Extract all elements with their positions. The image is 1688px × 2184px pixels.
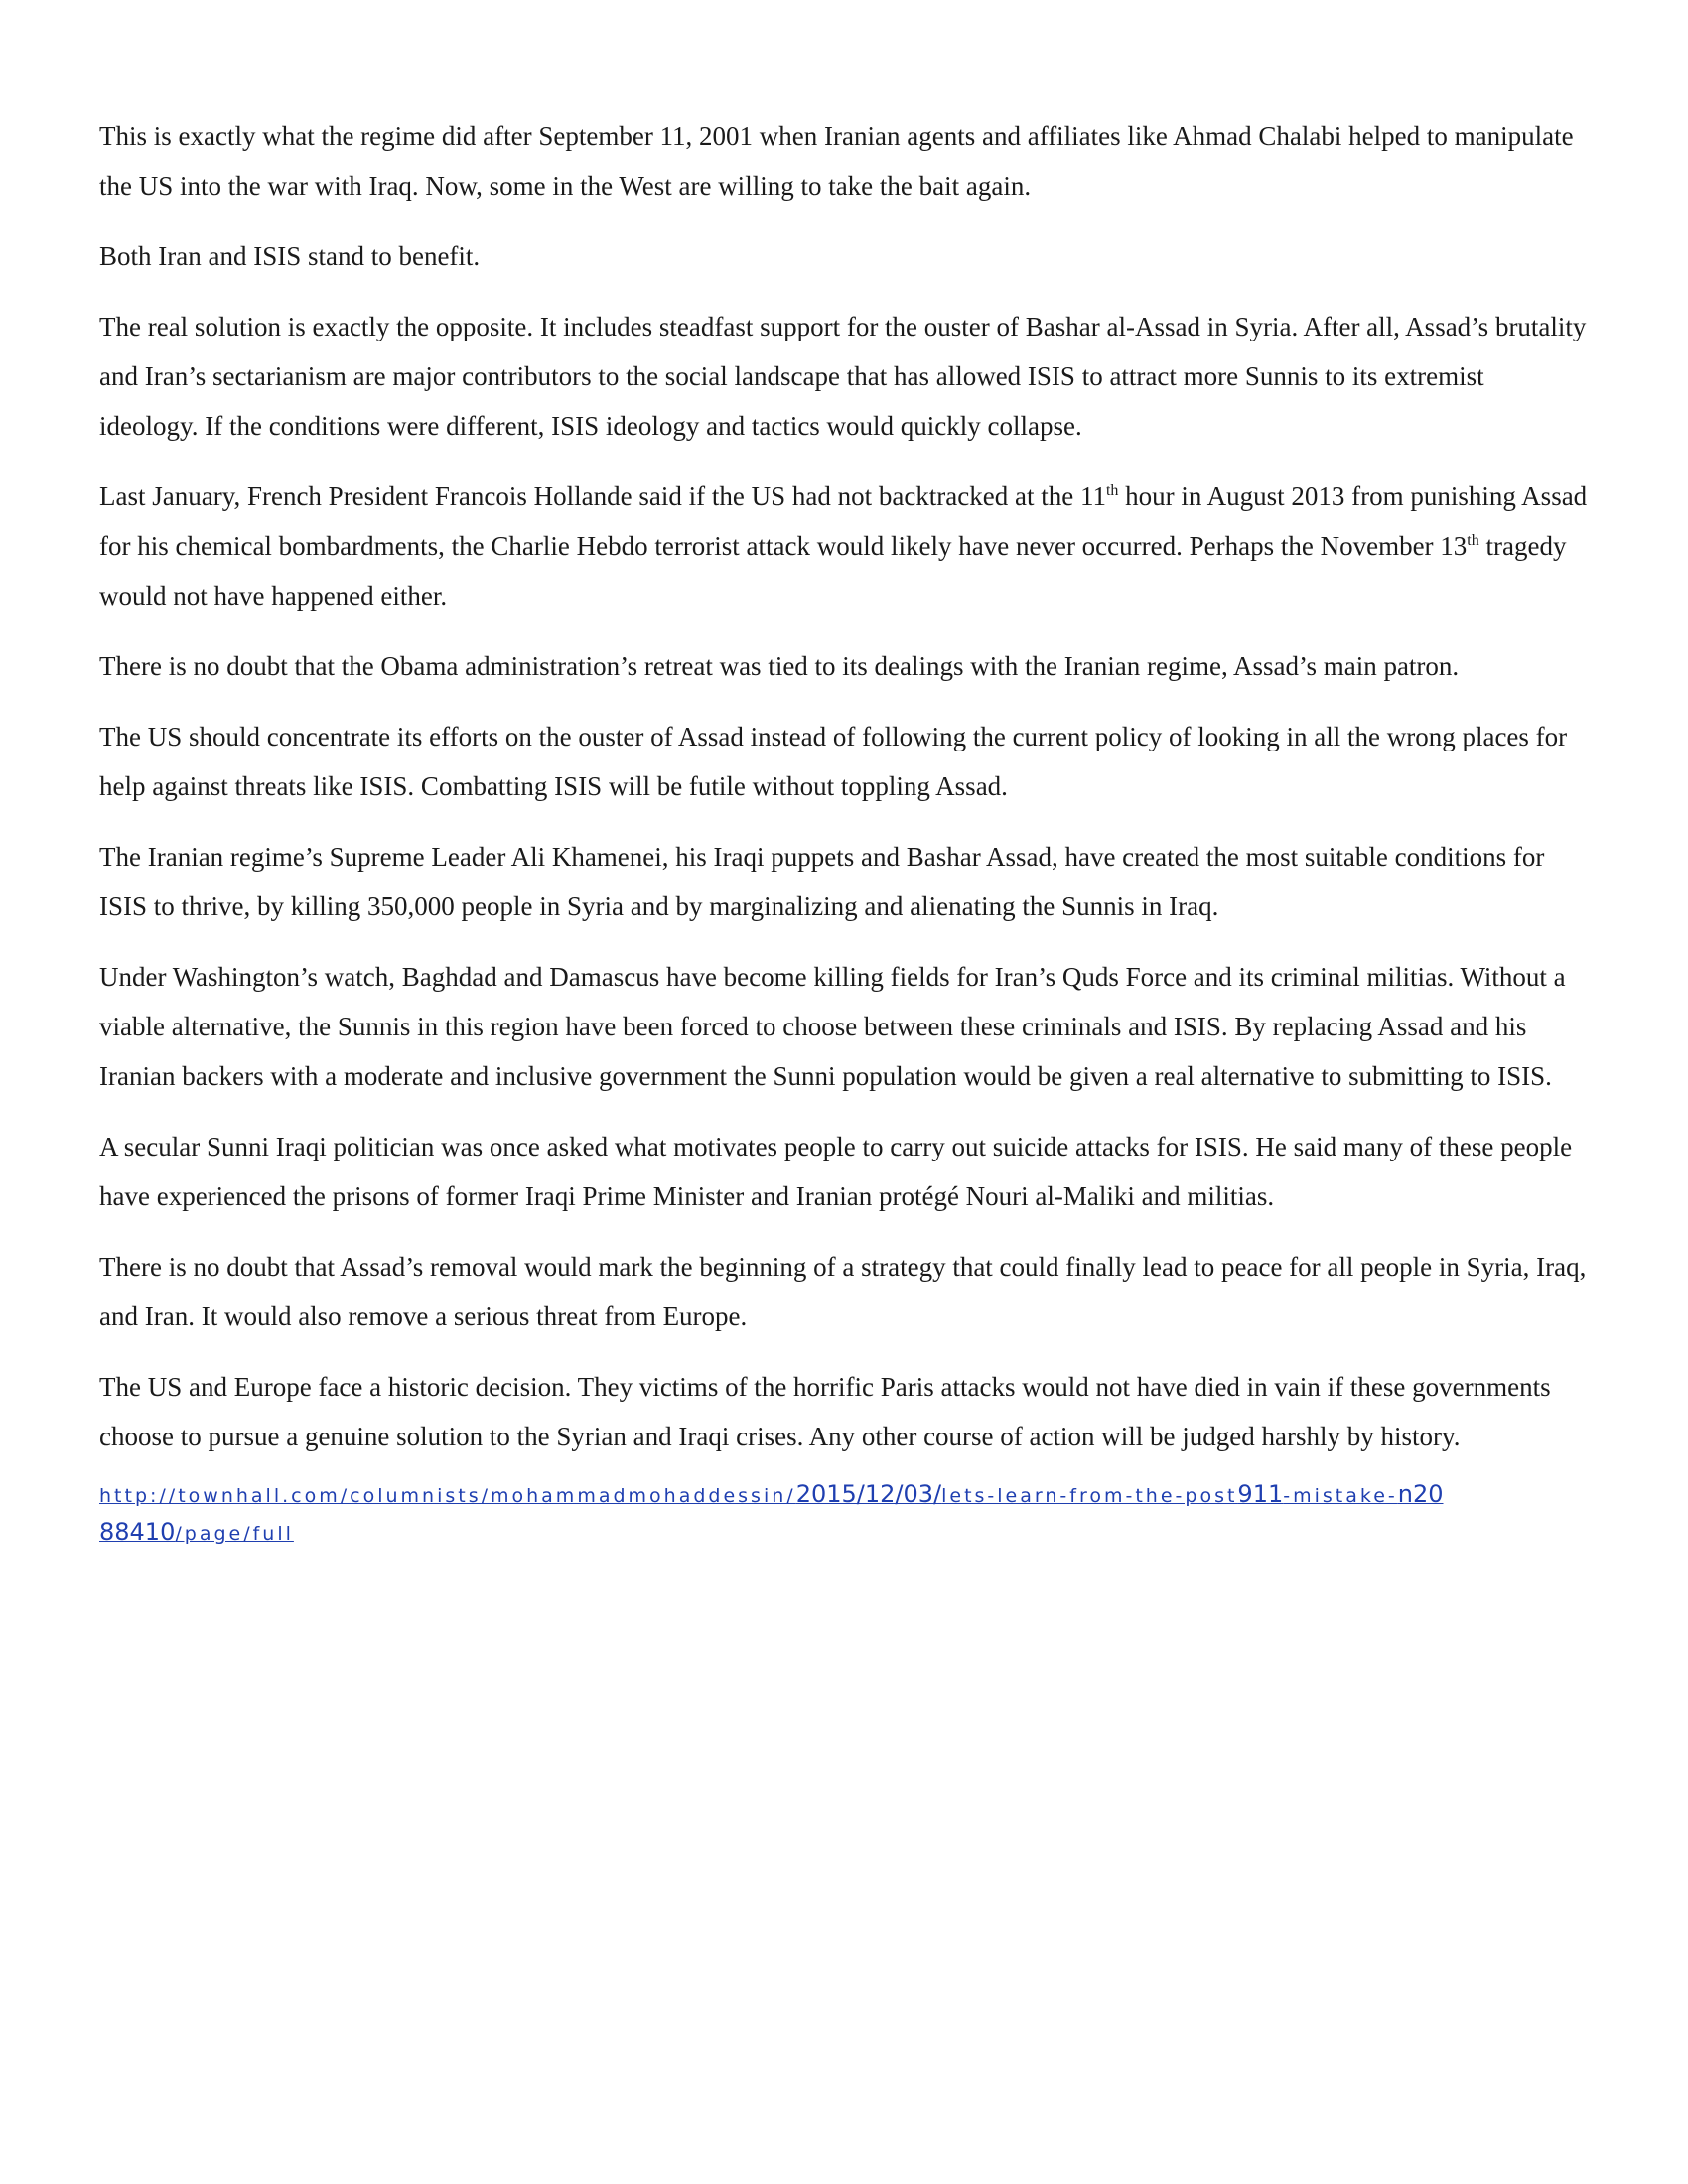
paragraph-8: Under Washington’s watch, Baghdad and Damascus have become killing fields for Iran’s Quds Force and its criminal militias. Without a viable alternative, the Sunnis in this region have been forced to choose between these criminals and ISIS. By replacing Assad and his Iranian backers with a moderate and inclusive government the Sunni population would be given a real alternative to submitting to ISIS. <box>99 962 1566 1091</box>
ordinal-suffix: th <box>1105 482 1119 499</box>
paragraph-4 <box>99 472 1589 620</box>
paragraph-1: This is exactly what the regime did after September 11, 2001 when Iranian agents and affiliates like Ahmad Chalabi helped to manipulate the US into the war with Iraq. Now, some in the West are willing to take the bait again. <box>99 121 1574 201</box>
paragraph-6: The US should concentrate its efforts on the ouster of Assad instead of following the current policy of looking in all the wrong places for help against threats like ISIS. Combatting ISIS will be futile without toppling Assad. <box>99 722 1568 801</box>
paragraph-3: The real solution is exactly the opposite. It includes steadfast support for the ouster of Bashar al-Assad in Syria. After all, Assad’s brutality and Iran’s sectarianism are major contributors to the social landscape that has allowed ISIS to attract more Sunnis to its extremist ideology. If the conditions were different, ISIS ideology and tactics would quickly collapse. <box>99 312 1587 441</box>
paragraph-5: There is no doubt that the Obama administration’s retreat was tied to its dealings with the Iranian regime, Assad’s main patron. <box>99 651 1460 681</box>
paragraph-10: There is no doubt that Assad’s removal would mark the beginning of a strategy that could finally lead to peace for all people in Syria, Iraq, and Iran. It would also remove a serious threat from Europe. <box>99 1252 1587 1331</box>
ordinal-suffix: th <box>1467 532 1479 549</box>
paragraph-7: The Iranian regime’s Supreme Leader Ali Khamenei, his Iraqi puppets and Bashar Assad, have created the most suitable conditions for ISIS to thrive, by killing 350,000 people in Syria and by marginalizing and alienating the Sunnis in Iraq. <box>99 842 1545 921</box>
paragraph-4-part-1: Last January, French President Francois Hollande said if the US had not backtracked at the 11 <box>99 481 1106 511</box>
source-link-part: http://townhall.com/columnists/mohammadmohaddessin/ <box>99 1485 796 1507</box>
paragraph-9: A secular Sunni Iraqi politician was once asked what motivates people to carry out suicide attacks for ISIS. He said many of these people have experienced the prisons of former Iraqi Prime Minister and Iranian protégé Nouri al-Maliki and militias. <box>99 1132 1573 1211</box>
source-link-part: /page/full <box>175 1523 294 1545</box>
paragraph-4-part-3: tragedy would not have happened either. <box>99 531 1567 611</box>
source-link-part: n2088410 <box>99 1480 1444 1546</box>
source-link-part: lets-learn-from-the-post <box>941 1485 1238 1507</box>
paragraph-11: The US and Europe face a historic decision. They victims of the horrific Paris attacks would not have died in vain if these governments choose to pursue a genuine solution to the Syrian and Iraqi crises. Any other course of action will be judged harshly by history. <box>99 1372 1551 1451</box>
source-link[interactable] <box>99 1476 1450 1552</box>
source-link-part: 911 <box>1237 1480 1284 1508</box>
paragraph-2: Both Iran and ISIS stand to benefit. <box>99 241 481 271</box>
source-link-part: 2015/12/03/ <box>795 1480 942 1508</box>
article-body <box>99 111 1589 1552</box>
paragraph-4-part-2: hour in August 2013 from punishing Assad for his chemical bombardments, the Charlie Hebdo terrorist attack would likely have never occurred. Perhaps the November 13 <box>99 481 1588 561</box>
source-link-part: -mistake- <box>1283 1485 1398 1507</box>
